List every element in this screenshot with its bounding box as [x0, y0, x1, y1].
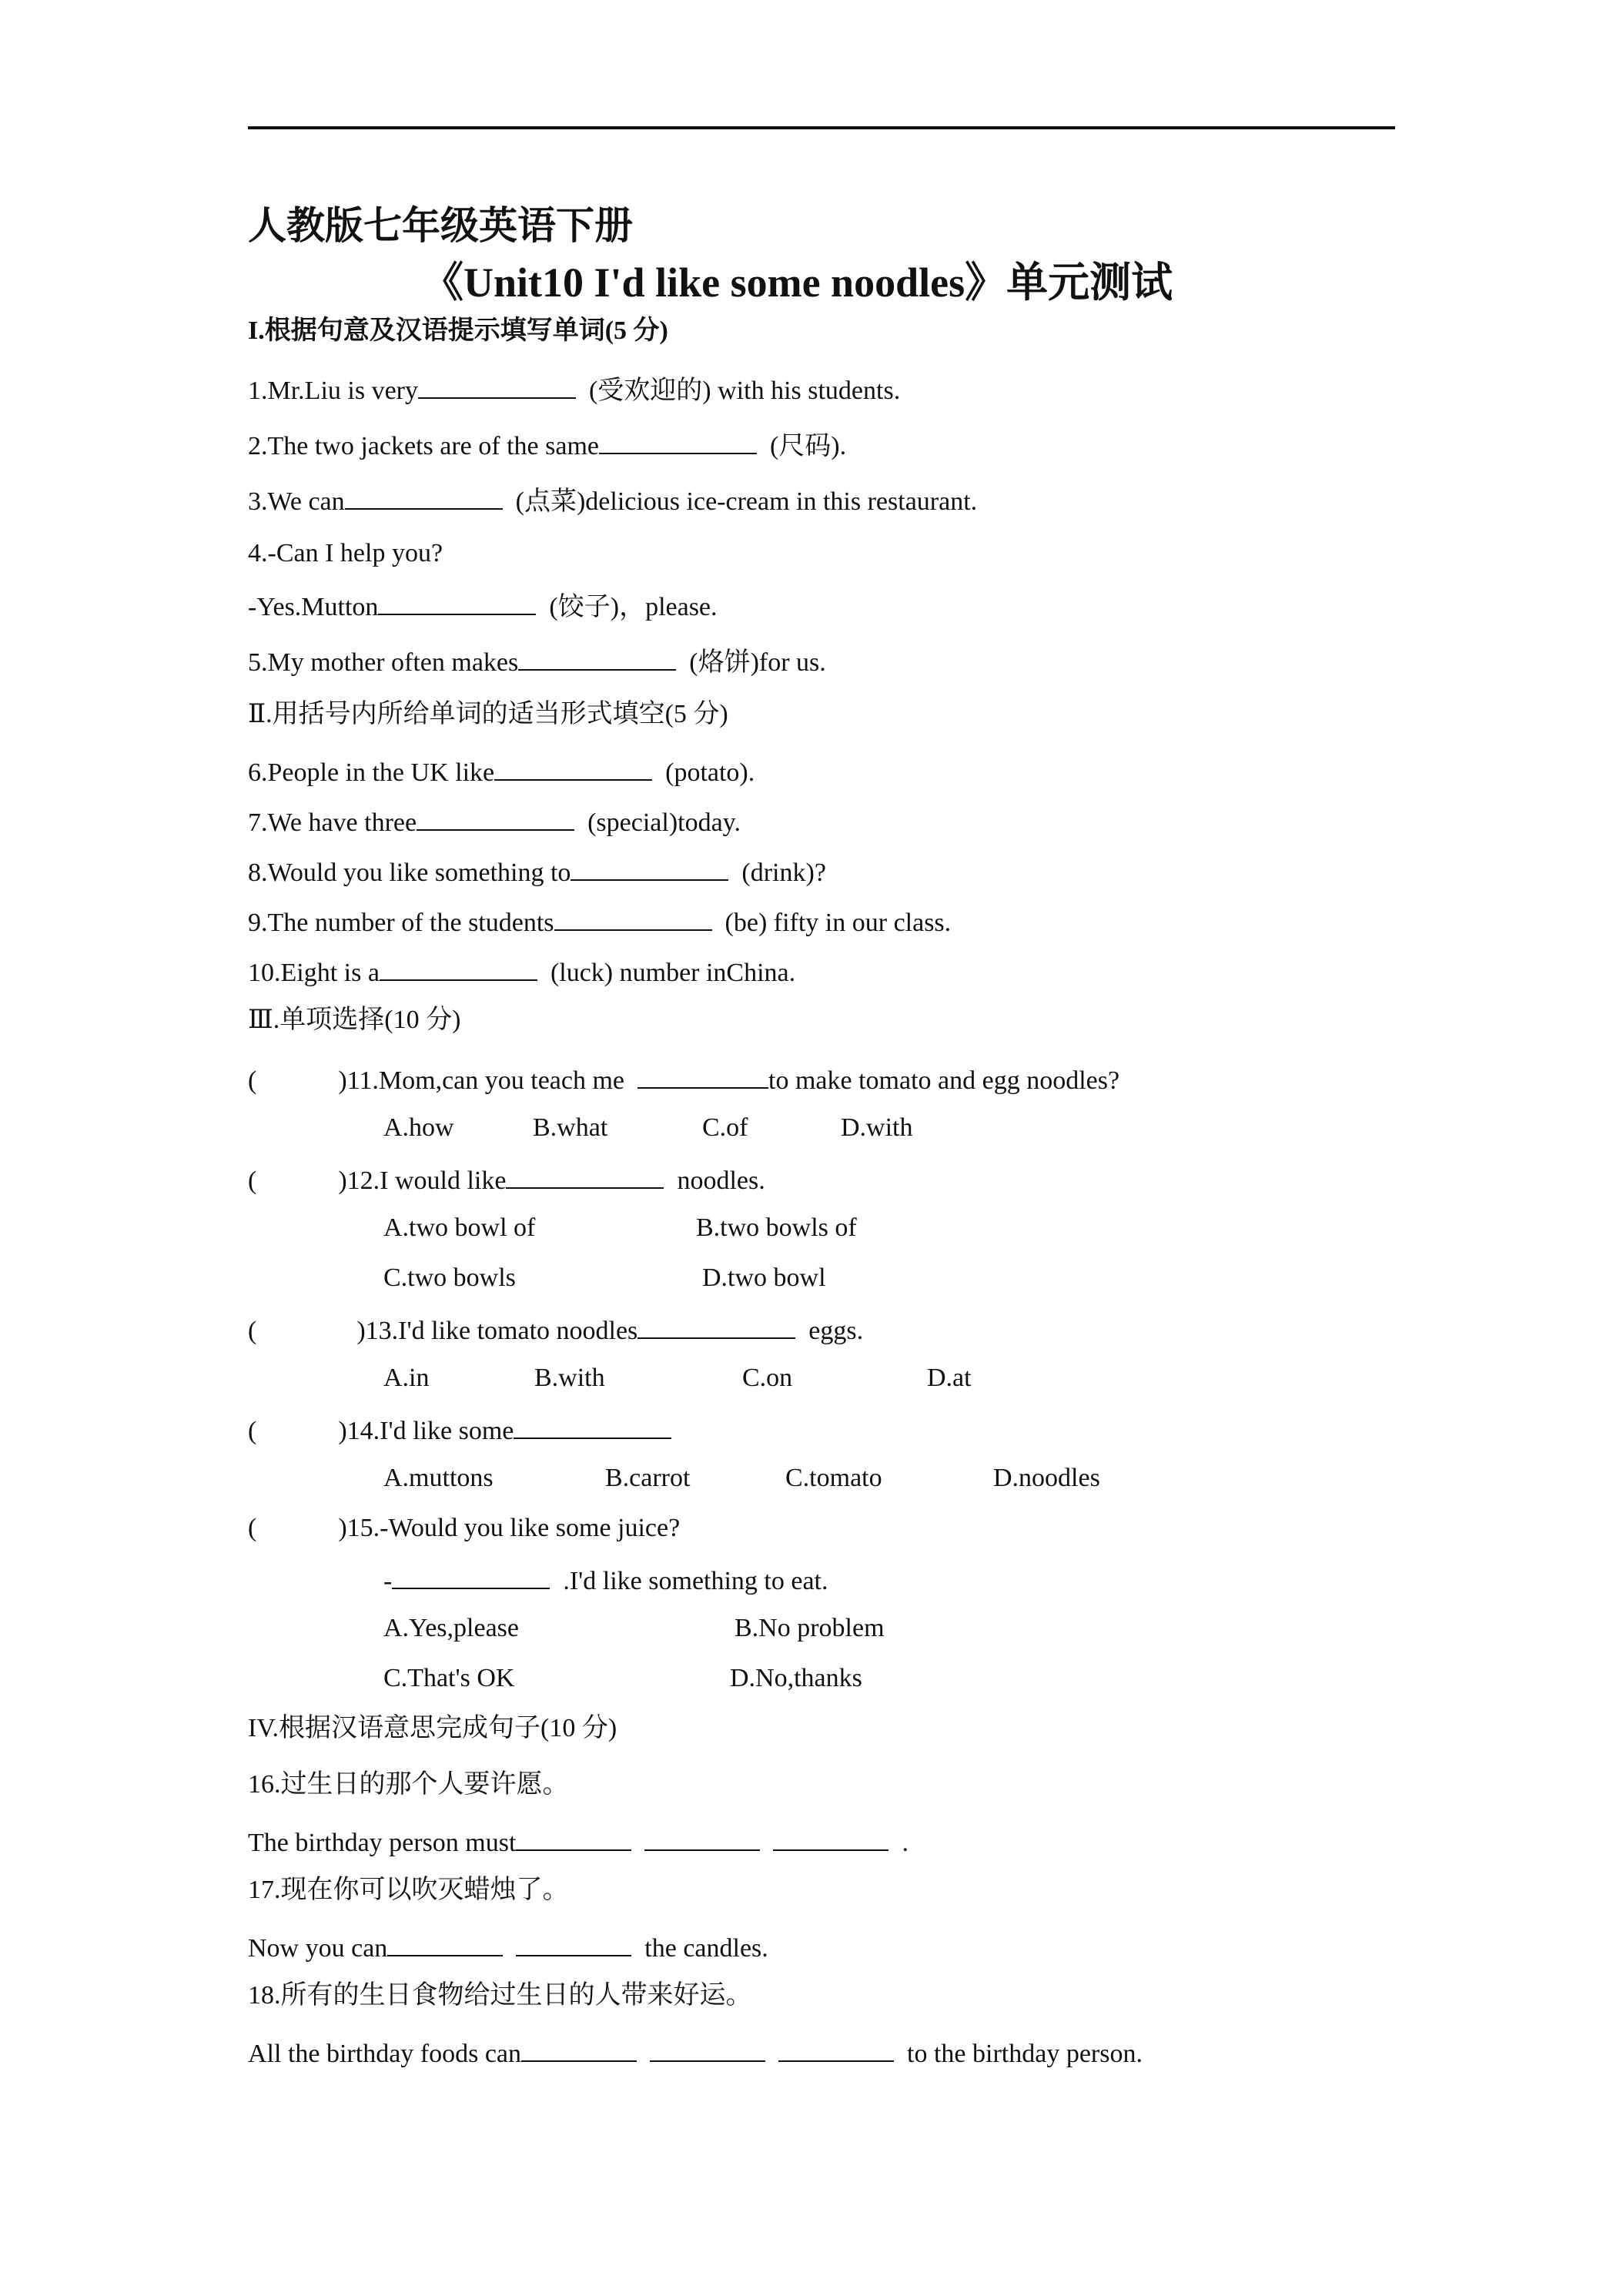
answer-blank[interactable] [516, 1929, 631, 1956]
question-18: All the birthday foods can to the birthday person. [248, 2034, 1143, 2071]
section-2-heading: Ⅱ.用括号内所给单词的适当形式填空(5 分) [248, 700, 728, 728]
option-d[interactable]: D.noodles [993, 1464, 1100, 1492]
option-d[interactable]: D.with [841, 1113, 913, 1142]
option-a[interactable]: A.Yes,please [383, 1614, 519, 1642]
answer-blank[interactable] [387, 1929, 503, 1956]
answer-blank[interactable] [518, 643, 676, 671]
answer-blank[interactable] [417, 803, 574, 831]
section-3-heading: Ⅲ.单项选择(10 分) [248, 1006, 461, 1034]
section-1-heading: I.根据句意及汉语提示填写单词(5 分) [248, 316, 668, 345]
page-title: 人教版七年级英语下册 [248, 204, 633, 247]
answer-blank[interactable] [644, 1823, 760, 1851]
question-16-chinese: 16.过生日的那个人要许愿。 [248, 1770, 569, 1799]
question-8: 8.Would you like something to (drink)? [248, 853, 826, 890]
option-a[interactable]: A.how [383, 1113, 454, 1142]
option-c[interactable]: C.of [702, 1113, 748, 1142]
answer-blank[interactable] [637, 1311, 795, 1339]
answer-blank[interactable] [392, 1561, 550, 1589]
answer-blank[interactable] [650, 2034, 765, 2062]
option-a[interactable]: A.in [383, 1364, 430, 1392]
question-15: ( )15.-Would you like some juice? [248, 1514, 681, 1542]
answer-blank[interactable] [516, 1823, 631, 1851]
answer-blank[interactable] [554, 903, 712, 931]
header-rule [248, 126, 1395, 129]
option-d[interactable]: D.two bowl [702, 1263, 826, 1292]
question-17: Now you can the candles. [248, 1929, 768, 1966]
question-4: 4.-Can I help you? [248, 539, 443, 567]
question-11: ( )11.Mom,can you teach me to make tomato and egg noodles? [248, 1061, 1119, 1098]
question-5: 5.My mother often makes (烙饼)for us. [248, 643, 826, 680]
answer-blank[interactable] [773, 1823, 888, 1851]
answer-blank[interactable] [571, 853, 728, 881]
question-16: The birthday person must . [248, 1823, 909, 1860]
answer-blank[interactable] [418, 371, 576, 399]
question-12: ( )12.I would like noodles. [248, 1161, 765, 1198]
answer-blank[interactable] [345, 482, 503, 510]
option-b[interactable]: B.carrot [605, 1464, 691, 1492]
question-14: ( )14.I'd like some [248, 1411, 671, 1448]
question-6: 6.People in the UK like (potato). [248, 753, 755, 790]
question-15-answer: - .I'd like something to eat. [383, 1561, 828, 1598]
question-1: 1.Mr.Liu is very (受欢迎的) with his students. [248, 371, 900, 408]
answer-blank[interactable] [778, 2034, 894, 2062]
option-c[interactable]: C.on [742, 1364, 793, 1392]
option-d[interactable]: D.No,thanks [730, 1664, 862, 1692]
answer-blank[interactable] [637, 1061, 768, 1089]
answer-blank[interactable] [378, 587, 536, 615]
answer-blank[interactable] [494, 753, 652, 781]
option-b[interactable]: B.what [533, 1113, 608, 1142]
question-10: 10.Eight is a (luck) number inChina. [248, 953, 795, 990]
question-3: 3.We can (点菜)delicious ice-cream in this restaurant. [248, 482, 977, 519]
question-9: 9.The number of the students (be) fifty in our class. [248, 903, 951, 940]
option-a[interactable]: A.two bowl of [383, 1213, 536, 1242]
answer-blank[interactable] [521, 2034, 637, 2062]
option-a[interactable]: A.muttons [383, 1464, 494, 1492]
option-d[interactable]: D.at [927, 1364, 972, 1392]
option-c[interactable]: C.tomato [785, 1464, 882, 1492]
option-b[interactable]: B.No problem [735, 1614, 885, 1642]
question-7: 7.We have three (special)today. [248, 803, 741, 840]
answer-blank[interactable] [599, 427, 757, 454]
answer-blank[interactable] [506, 1161, 664, 1189]
page-subtitle: 《Unit10 I'd like some noodles》单元测试 [422, 259, 1173, 306]
question-2: 2.The two jackets are of the same (尺码). [248, 427, 846, 464]
answer-blank[interactable] [380, 953, 537, 981]
option-b[interactable]: B.with [534, 1364, 605, 1392]
answer-blank[interactable] [514, 1411, 671, 1439]
option-b[interactable]: B.two bowls of [696, 1213, 857, 1242]
question-17-chinese: 17.现在你可以吹灭蜡烛了。 [248, 1876, 569, 1904]
question-18-chinese: 18.所有的生日食物给过生日的人带来好运。 [248, 1981, 752, 2010]
option-c[interactable]: C.That's OK [383, 1664, 515, 1692]
section-4-heading: IV.根据汉语意思完成句子(10 分) [248, 1714, 617, 1742]
question-4-answer: -Yes.Mutton (饺子)，please. [248, 587, 718, 624]
question-13: ( )13.I'd like tomato noodles eggs. [248, 1311, 863, 1348]
option-c[interactable]: C.two bowls [383, 1263, 516, 1292]
